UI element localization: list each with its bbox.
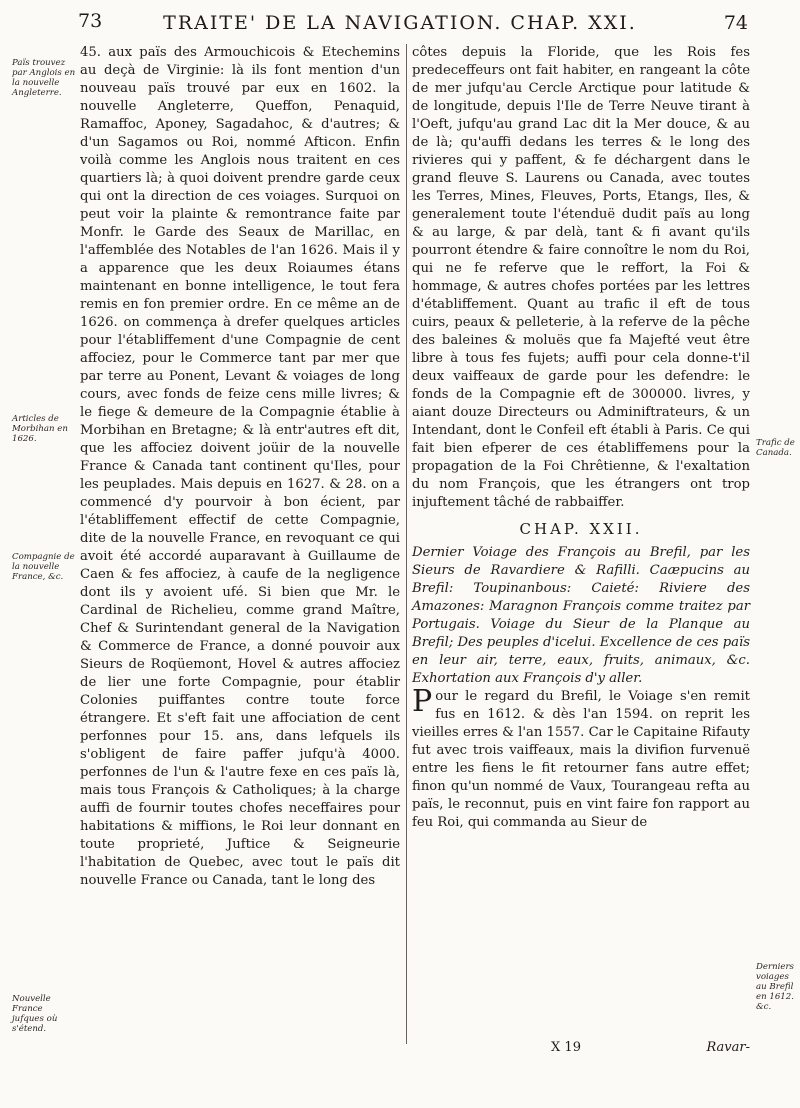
chapter-body-text: our le regard du Brefil, le Voiage s'en remit fus en 1612. & dès l'an 1594. on reprit les vieilles erres & l'an 1557. Car le Capitaine Rifauty fut avec trois vaiffeaux, mais la divifion furvenuë entre les fiens le fit retourner fans autre effet; finon qu'un nommé de Vaux, Tourangeau refta au païs, le reconnut, puis en vint faire fon rapport au feu Roi, qui commanda au Sieur de — [412, 689, 750, 830]
running-title: TRAITE' DE LA NAVIGATION. CHAP. XXI. — [163, 12, 637, 34]
column-divider — [406, 44, 407, 1044]
left-column — [80, 44, 400, 890]
margin-note: Articles de Morbihan en 1626. — [12, 414, 68, 444]
chapter-body — [412, 684, 750, 832]
page-footer — [412, 1040, 750, 1055]
right-column — [412, 44, 750, 832]
margin-note: Derniers voiages au Brefil en 1612. &c. — [756, 962, 794, 1012]
right-column-text: côtes depuis la Floride, que les Rois fes predeceffeurs ont fait habiter, en rangeant la côte de mer jufqu'au Cercle Arctique pour latitude & de longitude, depuis l'Ile de Terre Neuve tirant à l'Oeft, jufqu'au grand Lac dit la Mer douce, & au de là; qu'auffi dedans les terres & le long des rivieres qui y paffent, & fe déchargent dans le grand fleuve S. Laurens ou Canada, avec toutes les Terres, Mines, Fleuves, Ports, Etangs, Iles, & generalement toute l'étenduë dudit païs au long & au large, & par delà, tant & fi avant qu'ils pourront étendre & faire connoître le nom du Roi, qui ne fe referve que le reffort, la Foi & hommage, & autres chofes portées par les lettres d'établiffement. Quant au trafic il eft de tous cuirs, peaux & pelleterie, à la referve de la pêche des baleines & moluës que fa Majefté veut être libre à tous fes fujets; auffi pour cela donne-t'il deux vaiffeaux de garde pour les defendre: le fonds de la Compagnie eft de 300000. livres, y aiant douze Directeurs ou Adminiftrateurs, & un Intendant, dont le Confeil eft établi à Paris. Ce qui fait bien efperer de ces établiffemens pour la propagation de la Foi Chrêtienne, & l'exaltation du nom François, que les étrangers ont trop injuftement tâché de rabbaiffer. — [412, 45, 750, 510]
signature-mark: X 19 — [551, 1040, 581, 1055]
margin-note: Païs trouvez par Anglois en la nouvelle Angleterre. — [12, 58, 76, 98]
left-column-text: 45. aux païs des Armouchicois & Etechemins au deçà de Virginie: là ils font mention d'un nouveau païs trouvé par eux en 1602. la nouvelle Angleterre, Queffon, Penaquid, Ramaffoc, Aponey, Sagadahoc, & d'autres; & d'un Sagamos ou Roi, nommé Afticon. Enfin voilà comme les Anglois nous traitent en ces quartiers là; à quoi doivent prendre garde ceux qui ont la direction de ces voiages. Surquoi on peut voir la plainte & remontrance faite par Monfr. le Garde des Seaux de Marillac, en l'affemblée des Notables de l'an 1626. Mais il y a apparence que les deux Roiaumes étans maintenant en bonne intelligence, le tout fera remis en fon premier ordre. En ce même an de 1626. on commença à drefer quelques articles pour l'établiffement d'une Compagnie de cent affociez, pour le Commerce tant par mer que par terre au Ponent, Levant & voiages de long cours, avec fonds de feize cens mille livres; & le fiege & demeure de la Compagnie établie à Morbihan en Bretagne; & là entr'autres eft dit, que les affociez doivent joüir de la nouvelle France & Canada tant continent qu'Iles, pour les peuplades. Mais depuis en 1627. & 28. on a commencé d'y pourvoir à bon écient, par l'établiffement effectif de cette Compagnie, dite de la nouvelle France, en revoquant ce qui avoit été accordé auparavant à Guillaume de Caen & fes affociez, à caufe de la negligence dont ils y avoient ufé. Si bien que Mr. le Cardinal de Richelieu, comme grand Maître, Chef & Surintendant general de la Navigation & Commerce de France, a donné pouvoir aux Sieurs de Roqüemont, Hovel & autres affociez de lier une forte Compagnie, pour établir Colonies puiffantes contre toute force étrangere. Et s'eft fait une affociation de cent perfonnes pour 15. ans, dans lefquels ils s'obligent de faire paffer jufqu'à 4000. perfonnes de l'un & l'autre fexe en ces païs là, mais tous François & Catholiques; à la charge auffi de fournir toutes chofes neceffaires pour habitations & miffions, le Roi leur donnant en toute proprieté, Juftice & Seigneurie l'habitation de Quebec, avec tout le païs dit nouvelle France ou Canada, tant le long des — [80, 45, 400, 888]
drop-cap: P — [412, 684, 433, 719]
running-header — [40, 8, 760, 36]
margin-note: Compagnie de la nouvelle France, &c. — [12, 552, 75, 582]
catchword: Ravar- — [706, 1040, 750, 1055]
margin-note: Trafic de Canada. — [756, 438, 795, 458]
margin-note: Nouvelle France jufques où s'étend. — [12, 994, 58, 1034]
right-page-number: 74 — [723, 12, 748, 34]
left-page-number: 73 — [78, 10, 103, 32]
chapter-summary: Dernier Voiage des François au Brefil, par les Sieurs de Ravardiere & Rafilli. Caæpucins au Brefil: Toupinanbous: Caieté: Riviere des Amazones: Maragnon François comme traitez par Portugais. Voiage du Sieur de la Planque au Brefil; Des peuples d'icelui. Excellence de ces païs en leur air, terre, eaux, fruits, animaux, &c. Exhortation aux François d'y aller. — [412, 545, 750, 686]
chapter-title: CHAP. XXII. — [519, 520, 643, 538]
